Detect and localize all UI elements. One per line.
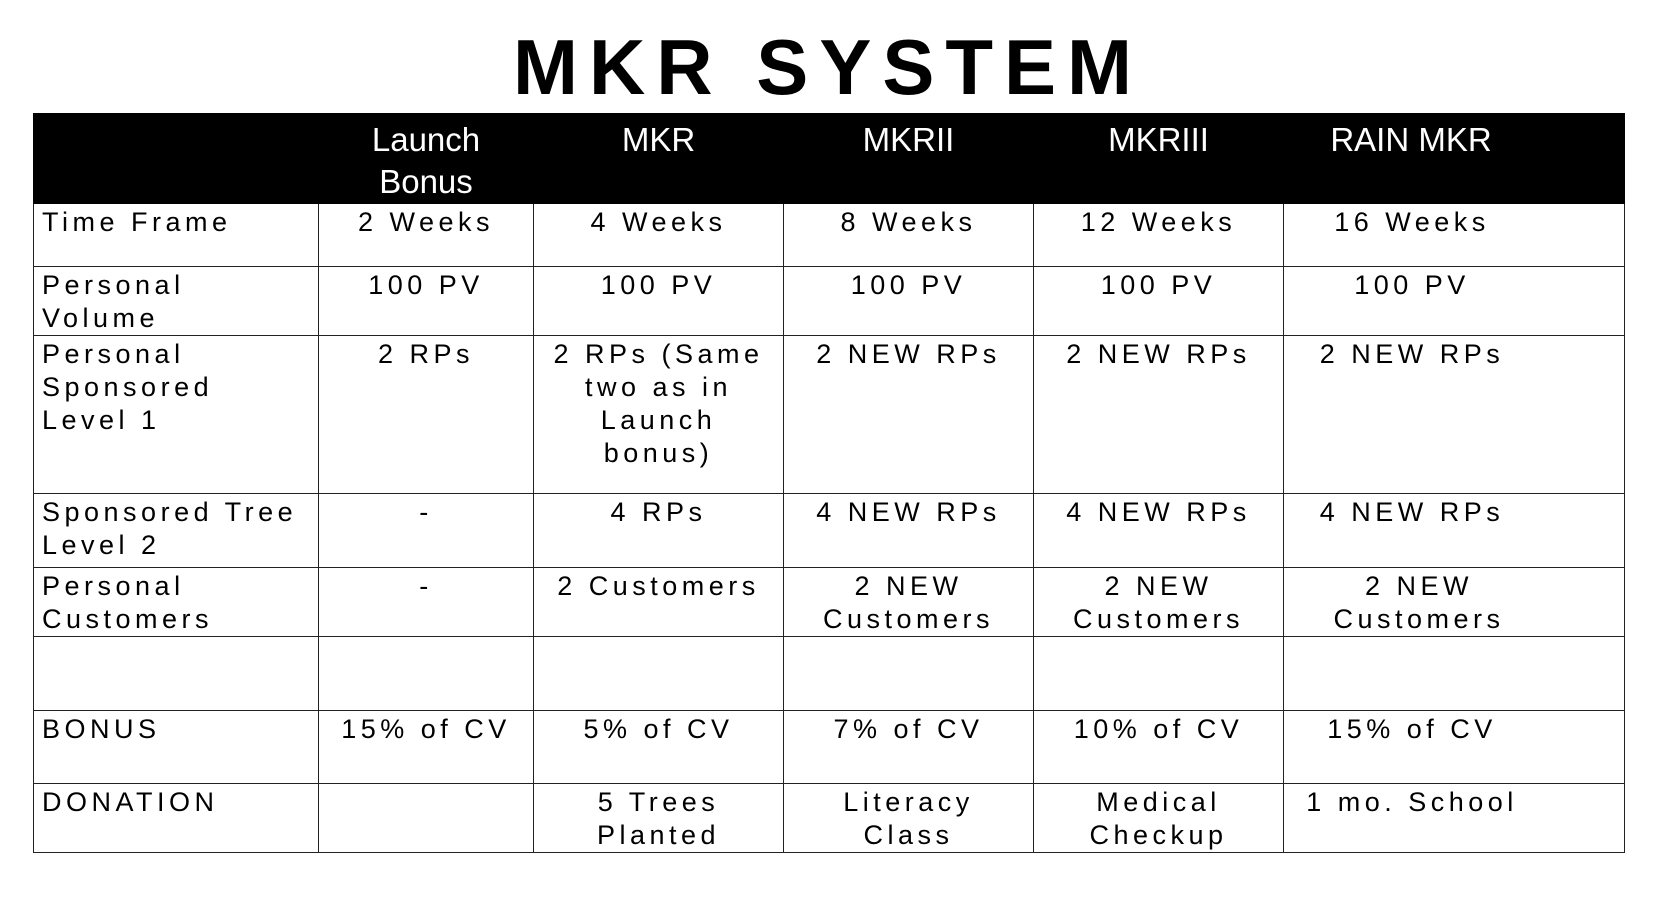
table-row-empty: [34, 637, 1625, 711]
table-cell: 2 NEW RPs: [784, 336, 1034, 494]
table-cell: 2 Weeks: [319, 204, 534, 267]
table-cell: [784, 637, 1034, 711]
table-row-bonus: [34, 711, 1625, 784]
table-cell: 15% of CV: [319, 711, 534, 784]
header-empty-cell: [34, 114, 319, 204]
header-mkrii: MKRII: [784, 114, 1034, 204]
table-cell: 4 Weeks: [534, 204, 784, 267]
table-cell: 100 PV: [534, 267, 784, 336]
table-cell: 100 PV: [1034, 267, 1284, 336]
row-label-sponsored-tree-level-2: Sponsored Tree Level 2: [34, 494, 319, 568]
table-cell: 2 RPs: [319, 336, 534, 494]
table-cell: 2 NEW RPs: [1284, 336, 1625, 494]
table-row-donation: [34, 784, 1625, 853]
table-cell: 10% of CV: [1034, 711, 1284, 784]
row-label-personal-volume: Personal Volume: [34, 267, 319, 336]
header-launch-bonus: Launch Bonus: [319, 114, 534, 204]
table-cell: 7% of CV: [784, 711, 1034, 784]
header-rain-mkr: RAIN MKR: [1284, 114, 1625, 204]
table-cell: 12 Weeks: [1034, 204, 1284, 267]
row-label-empty: [34, 637, 319, 711]
table-cell: 2 RPs (Same two as in Launch bonus): [534, 336, 784, 494]
table-row-personal-volume: [34, 267, 1625, 336]
table-cell: 4 NEW RPs: [1034, 494, 1284, 568]
table-row-sponsored-tree-level-2: [34, 494, 1625, 568]
table-cell: -: [319, 568, 534, 637]
table-cell: 15% of CV: [1284, 711, 1625, 784]
table-cell: 2 NEW Customers: [784, 568, 1034, 637]
table-cell: 4 NEW RPs: [784, 494, 1034, 568]
table-cell: 16 Weeks: [1284, 204, 1625, 267]
header-mkriii: MKRIII: [1034, 114, 1284, 204]
table-cell: 1 mo. School: [1284, 784, 1625, 853]
table-cell: 5 Trees Planted: [534, 784, 784, 853]
mkr-system-table: [33, 113, 1625, 853]
header-mkr: MKR: [534, 114, 784, 204]
table-cell: 100 PV: [319, 267, 534, 336]
table-cell: [534, 637, 784, 711]
table-cell: [319, 784, 534, 853]
row-label-personal-sponsored-level-1: Personal Sponsored Level 1: [34, 336, 319, 494]
row-label-time-frame: Time Frame: [34, 204, 319, 267]
table-cell: 4 NEW RPs: [1284, 494, 1625, 568]
table-cell: [319, 637, 534, 711]
table-cell: [1284, 637, 1625, 711]
table-row-time-frame: [34, 204, 1625, 267]
table-cell: 5% of CV: [534, 711, 784, 784]
table-header-row: [34, 114, 1625, 204]
table-cell: 2 NEW Customers: [1034, 568, 1284, 637]
table-cell: 8 Weeks: [784, 204, 1034, 267]
table-cell: Literacy Class: [784, 784, 1034, 853]
table-cell: -: [319, 494, 534, 568]
table-row-personal-customers: [34, 568, 1625, 637]
table-cell: Medical Checkup: [1034, 784, 1284, 853]
row-label-bonus: BONUS: [34, 711, 319, 784]
table-cell: 2 NEW Customers: [1284, 568, 1625, 637]
table-row-personal-sponsored-level-1: [34, 336, 1625, 494]
table-cell: 2 Customers: [534, 568, 784, 637]
table-cell: 100 PV: [784, 267, 1034, 336]
row-label-personal-customers: Personal Customers: [34, 568, 319, 637]
row-label-donation: DONATION: [34, 784, 319, 853]
page-title: MKR SYSTEM: [512, 23, 1144, 111]
table-cell: 2 NEW RPs: [1034, 336, 1284, 494]
table-cell: 4 RPs: [534, 494, 784, 568]
table-cell: 100 PV: [1284, 267, 1625, 336]
table-cell: [1034, 637, 1284, 711]
